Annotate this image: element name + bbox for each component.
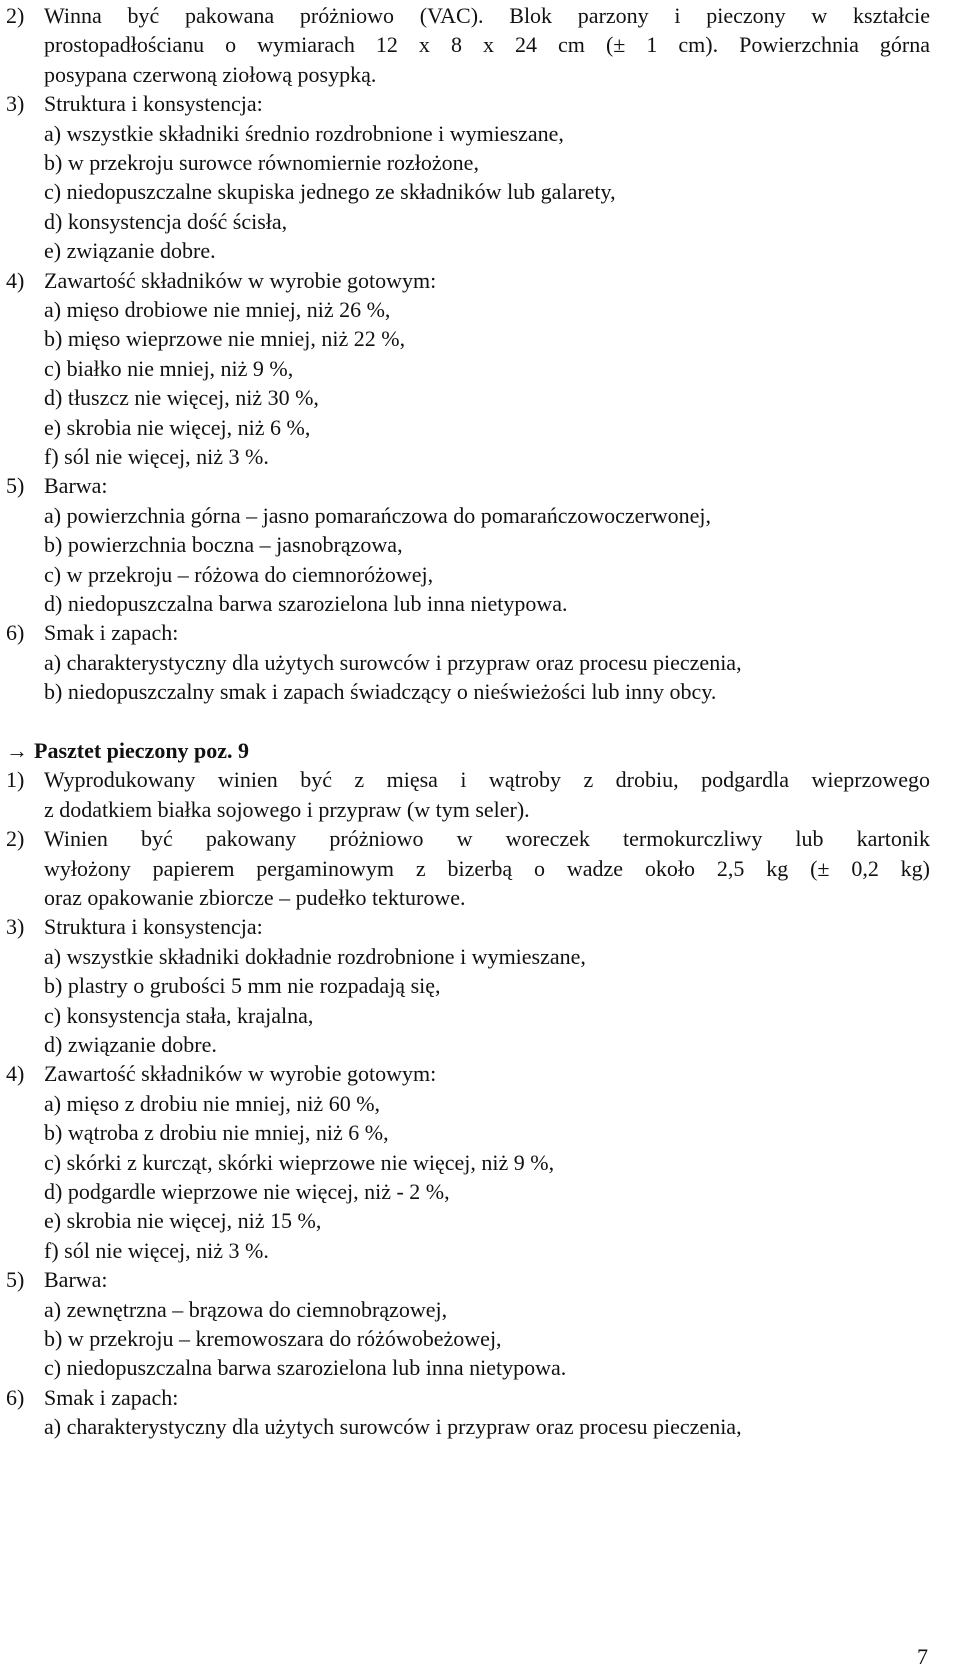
item-number: 4) [6, 1061, 25, 1087]
item-number: 3) [6, 914, 25, 940]
item-number: 4) [6, 267, 25, 293]
item-number: 1) [6, 767, 25, 793]
sub-item-line [0, 560, 960, 590]
sub-item-line [0, 324, 960, 354]
item-text: Winna być pakowana próżniowo (VAC). Blok parzony i pieczony w kształcie [44, 3, 930, 28]
numbered-item-line [0, 89, 960, 119]
sub-item-line [0, 971, 960, 1001]
item-text: e) związanie dobre. [44, 238, 216, 264]
sub-item-line [0, 295, 960, 325]
item-text: a) mięso z drobiu nie mniej, niż 60 %, [44, 1090, 381, 1116]
item-text: Winien być pakowany próżniowo w woreczek termokurczliwy lub kartonik [44, 826, 930, 852]
item-text: b) w przekroju – kremowoszara do różówobeżowej, [44, 1326, 502, 1351]
numbered-item-line [0, 60, 960, 90]
item-text: f) sól nie więcej, niż 3 %. [44, 1237, 269, 1263]
item-text: a) powierzchnia górna – jasno pomarańczowa do pomarańczowoczerwonej, [44, 502, 712, 528]
numbered-item-line [0, 795, 960, 825]
item-text: wyłożony papierem pergaminowym z bizerbą o wadze około 2,5 kg (± 0,2 kg) [44, 855, 930, 881]
sub-item-line [0, 1353, 960, 1383]
item-text: d) związanie dobre. [44, 1032, 217, 1057]
item-text: a) wszystkie składniki średnio rozdrobnione i wymieszane, [44, 120, 564, 146]
item-text: d) konsystencja dość ścisła, [44, 208, 288, 234]
sub-item-line [0, 1030, 960, 1060]
item-text: c) skórki z kurcząt, skórki wieprzowe nie więcej, niż 9 %, [44, 1149, 555, 1175]
arrow-right-icon: → [6, 738, 28, 763]
item-text: oraz opakowanie zbiorcze – pudełko tekturowe. [44, 885, 466, 910]
numbered-item-line [0, 266, 960, 296]
sub-item-line [0, 177, 960, 207]
item-text: a) charakterystyczny dla użytych surowców i przypraw oraz procesu pieczenia, [44, 1414, 742, 1440]
item-text: c) niedopuszczalne skupiska jednego ze składników lub galarety, [44, 179, 616, 205]
sub-item-line [0, 148, 960, 178]
sub-item-line [0, 442, 960, 472]
sub-item-line [0, 1089, 960, 1119]
item-text: d) podgardle wieprzowe nie więcej, niż - 2 %, [44, 1179, 450, 1204]
numbered-item-line [0, 1059, 960, 1089]
sub-item-line [0, 1236, 960, 1266]
item-text: Wyprodukowany winien być z mięsa i wątroby z drobiu, podgardla wieprzowego [44, 767, 930, 793]
sub-item-line [0, 589, 960, 619]
item-text: posypana czerwoną ziołową posypką. [44, 61, 377, 87]
item-text: e) skrobia nie więcej, niż 15 %, [44, 1208, 322, 1234]
sub-item-line [0, 207, 960, 237]
item-text: f) sól nie więcej, niż 3 %. [44, 444, 269, 469]
numbered-item-line [0, 30, 960, 60]
item-text: a) wszystkie składniki dokładnie rozdrobnione i wymieszane, [44, 943, 586, 969]
sub-item-line [0, 119, 960, 149]
item-text: c) niedopuszczalna barwa szarozielona lub inna nietypowa. [44, 1355, 567, 1381]
item-number: 5) [6, 473, 25, 499]
sub-item-line [0, 383, 960, 413]
sub-item-line [0, 942, 960, 972]
item-text: a) zewnętrzna – brązowa do ciemnobrązowej, [44, 1296, 448, 1322]
item-text: b) niedopuszczalny smak i zapach świadczący o nieświeżości lub inny obcy. [44, 679, 717, 705]
sub-item-line [0, 413, 960, 443]
item-text: Zawartość składników w wyrobie gotowym: [44, 267, 437, 293]
item-text: Zawartość składników w wyrobie gotowym: [44, 1061, 437, 1087]
sub-item-line [0, 1206, 960, 1236]
sub-item-line [0, 1412, 960, 1442]
numbered-item-line [0, 1265, 960, 1295]
item-number: 6) [6, 620, 25, 646]
sub-item-line [0, 1324, 960, 1354]
item-text: b) wątroba z drobiu nie mniej, niż 6 %, [44, 1120, 389, 1146]
sub-item-line [0, 530, 960, 560]
item-text: b) mięso wieprzowe nie mniej, niż 22 %, [44, 326, 406, 352]
numbered-item-line [0, 824, 960, 854]
item-number: 6) [6, 1384, 25, 1410]
page-number: 7 [917, 1644, 928, 1669]
sub-item-line [0, 236, 960, 266]
numbered-item-line [0, 1, 960, 31]
sub-item-line [0, 1148, 960, 1178]
sub-item-line [0, 354, 960, 384]
item-text: c) konsystencja stała, krajalna, [44, 1002, 314, 1028]
sub-item-line [0, 1295, 960, 1325]
item-text: Struktura i konsystencja: [44, 91, 263, 117]
item-text: z dodatkiem białka sojowego i przypraw (w tym seler). [44, 796, 530, 822]
sub-item-line [0, 1001, 960, 1031]
sub-item-line [0, 677, 960, 707]
section-title: Pasztet pieczony poz. 9 [34, 738, 250, 763]
item-text: c) w przekroju – różowa do ciemnoróżowej, [44, 561, 434, 587]
item-number: 3) [6, 91, 25, 117]
item-text: c) białko nie mniej, niż 9 %, [44, 355, 294, 381]
numbered-item-line [0, 471, 960, 501]
item-text: b) plastry o grubości 5 mm nie rozpadają się, [44, 973, 441, 999]
item-number: 2) [6, 3, 25, 28]
item-text: Barwa: [44, 473, 108, 499]
numbered-item-line [0, 883, 960, 913]
item-text: b) w przekroju surowce równomiernie rozłożone, [44, 150, 479, 175]
numbered-item-line [0, 618, 960, 648]
item-text: e) skrobia nie więcej, niż 6 %, [44, 414, 311, 440]
numbered-item-line [0, 1383, 960, 1413]
sub-item-line [0, 1118, 960, 1148]
item-text: Struktura i konsystencja: [44, 914, 263, 940]
item-text: d) tłuszcz nie więcej, niż 30 %, [44, 385, 319, 411]
section-heading [6, 736, 249, 766]
item-text: Barwa: [44, 1267, 108, 1293]
item-text: Smak i zapach: [44, 620, 179, 646]
numbered-item-line [0, 912, 960, 942]
numbered-item-line [0, 765, 960, 795]
item-text: d) niedopuszczalna barwa szarozielona lub inna nietypowa. [44, 591, 568, 616]
sub-item-line [0, 1177, 960, 1207]
item-number: 2) [6, 826, 25, 852]
item-text: prostopadłościanu o wymiarach 12 x 8 x 24 cm (± 1 cm). Powierzchnia górna [44, 32, 930, 58]
sub-item-line [0, 648, 960, 678]
item-text: b) powierzchnia boczna – jasnobrązowa, [44, 532, 403, 558]
numbered-item-line [0, 854, 960, 884]
item-text: Smak i zapach: [44, 1384, 179, 1410]
item-text: a) mięso drobiowe nie mniej, niż 26 %, [44, 297, 391, 322]
sub-item-line [0, 501, 960, 531]
item-number: 5) [6, 1267, 25, 1293]
item-text: a) charakterystyczny dla użytych surowców i przypraw oraz procesu pieczenia, [44, 649, 742, 675]
